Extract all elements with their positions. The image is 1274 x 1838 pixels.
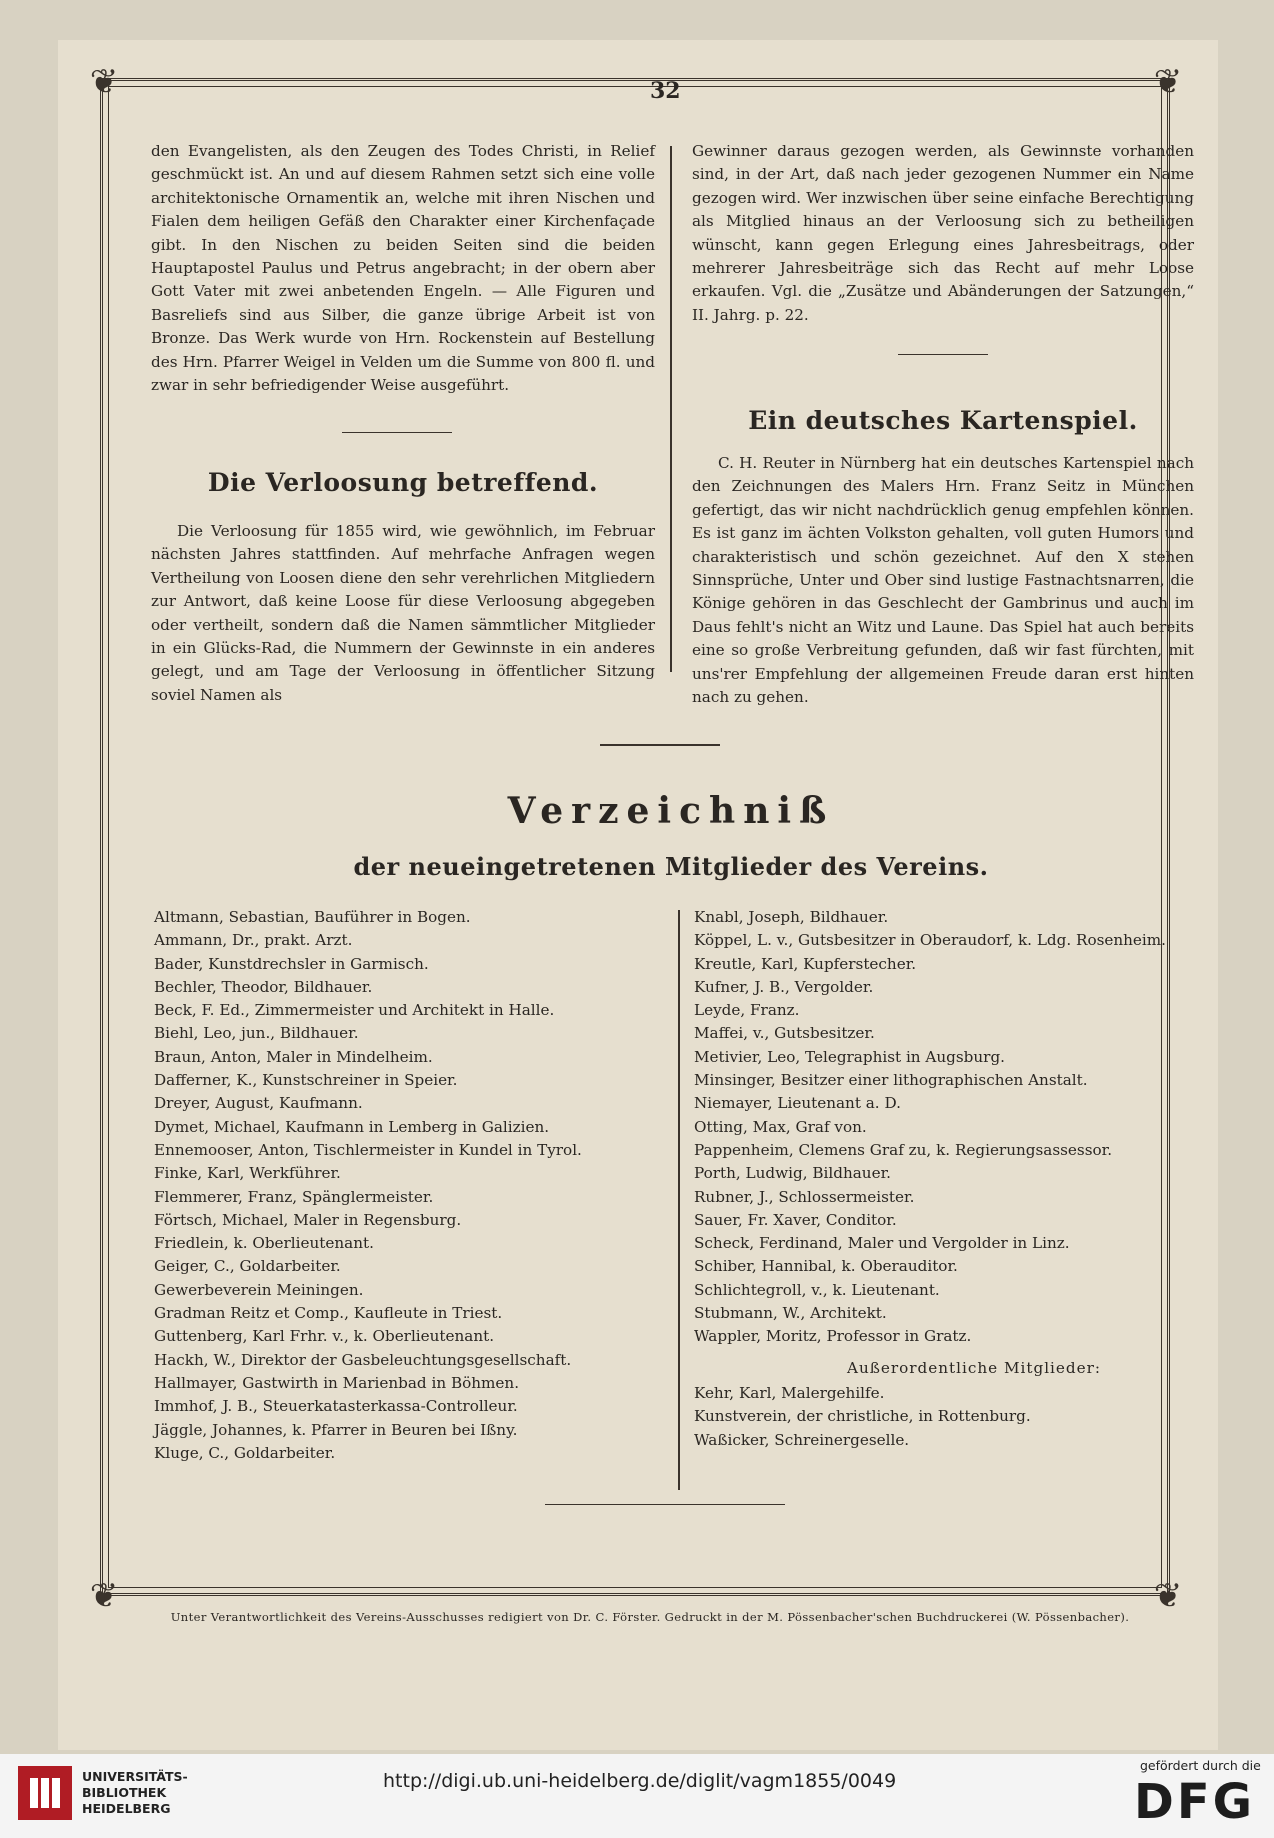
library-name: UNIVERSITÄTS- BIBLIOTHEK HEIDELBERG — [82, 1769, 188, 1816]
left-column — [151, 140, 655, 397]
section-heading-verloosung: Die Verloosung betreffend. — [207, 468, 599, 497]
list-item: Guttenberg, Karl Frhr. v., k. Oberlieutenant. — [154, 1327, 495, 1346]
list-item: Kufner, J. B., Vergolder. — [694, 977, 874, 996]
list-item: Jäggle, Johannes, k. Pfarrer in Beuren bei Ißny. — [154, 1420, 518, 1439]
list-item: Pappenheim, Clemens Graf zu, k. Regierungsassessor. — [694, 1140, 1113, 1159]
digitization-bar — [0, 1754, 1274, 1838]
library-seal-icon — [18, 1766, 72, 1820]
imprint-footer: Unter Verantwortlichkeit des Vereins-Ausschusses redigiert von Dr. C. Förster. Gedruckt in der M. Pössenbacher'schen Buchdruckerei (W. Pössenbacher). — [170, 1610, 1130, 1624]
funding-label: gefördert durch die — [1140, 1758, 1261, 1773]
register-title: Verzeichniß — [507, 790, 835, 832]
list-item: Niemayer, Lieutenant a. D. — [694, 1094, 901, 1113]
list-item: Kunstverein, der christliche, in Rottenburg. — [694, 1407, 1031, 1426]
section-rule — [898, 354, 988, 355]
list-item: Dreyer, August, Kaufmann. — [154, 1094, 363, 1113]
column-divider — [670, 146, 672, 672]
list-item: Dymet, Michael, Kaufmann in Lemberg in Galizien. — [154, 1117, 550, 1136]
corner-ornament-icon: ❦ — [89, 1576, 119, 1616]
list-item: Gradman Reitz et Comp., Kaufleute in Triest. — [154, 1304, 503, 1323]
kartenspiel-paragraph: C. H. Reuter in Nürnberg hat ein deutsches Kartenspiel nach den Zeichnungen des Malers Hrn. Franz Seitz in München gefertigt, das wir nicht nachdrücklich genug empfehlen können. Es ist ganz im ächten Volkston gehalten, voll guten Humors und charakteristisch und schön gezeichnet. Auf den X stehen Sinnsprüche, Unter und Ober sind lustige Fastnachtsnarren, die Könige gehören in das Geschlecht der Gambrinus und auch im Daus fehlt's nicht an Witz und Laune. Das Spiel hat auch bereits eine so große Verbreitung gefunden, daß wir fast fürchten, mit uns'rer Empfehlung der allgemeinen Freude daran erst hinten nach zu gehen. — [692, 454, 1194, 707]
list-item: Braun, Anton, Maler in Mindelheim. — [154, 1047, 433, 1066]
list-item: Kreutle, Karl, Kupferstecher. — [694, 954, 917, 973]
list-item: Förtsch, Michael, Maler in Regensburg. — [154, 1210, 462, 1229]
continuation-paragraph: den Evangelisten, als den Zeugen des Todes Christi, in Relief geschmückt ist. An und auf diesem Rahmen setzt sich eine volle architektonische Ornamentik an, welche mit ihren Nischen und Fialen dem heiligen Gefäß den Charakter einer Kirchenfaçade gibt. In den Nischen zu beiden Seiten sind die beiden Hauptapostel Paulus und Petrus angebracht; in der obern aber Gott Vater mit zwei anbetenden Engeln. — Alle Figuren und Basreliefs sind aus Silber, die ganze übrige Arbeit ist von Bronze. Das Werk wurde von Hrn. Rockenstein auf Bestellung des Hrn. Pfarrer Weigel in Velden um die Summe von 800 fl. und zwar in sehr befriedigender Weise ausgeführt. — [151, 142, 655, 395]
list-item: Ennemooser, Anton, Tischlermeister in Kundel in Tyrol. — [154, 1140, 582, 1159]
list-item: Bader, Kunstdrechsler in Garmisch. — [154, 954, 429, 973]
continuation-paragraph: Gewinner daraus gezogen werden, als Gewinnste vorhanden sind, in der Art, daß nach jeder gezogenen Nummer ein Name gezogen wird. Wer inzwischen über seine einfache Berechtigung als Mitglied hinaus an der Verloosung sich zu betheiligen wünscht, kann gegen Erlegung eines Jahresbeitrags, oder mehrerer Jahresbeiträge sich das Recht auf mehr Loose erkaufen. Vgl. die „Zusätze und Abänderungen der Satzungen,“ II. Jahrg. p. 22. — [692, 142, 1194, 324]
list-item: Kehr, Karl, Malergehilfe. — [694, 1383, 885, 1402]
list-item: Scheck, Ferdinand, Maler und Vergolder in Linz. — [694, 1234, 1070, 1253]
list-item: Dafferner, K., Kunstschreiner in Speier. — [154, 1071, 458, 1090]
verloosung-paragraph: Die Verloosung für 1855 wird, wie gewöhnlich, im Februar nächsten Jahres stattfinden. Auf mehrfache Anfragen wegen Vertheilung von Loosen diene den sehr verehrlichen Mitgliedern zur Antwort, daß keine Loose für diese Verloosung abgegeben oder vertheilt, sondern daß die Namen sämmtlicher Mitglieder in ein Glücks-Rad, die Nummern der Gewinnste in ein anderes gelegt, und am Tage der Verloosung in öffentlicher Sitzung soviel Namen als — [151, 522, 655, 704]
list-item: Flemmerer, Franz, Spänglermeister. — [154, 1187, 434, 1206]
list-item: Kluge, C., Goldarbeiter. — [154, 1443, 336, 1462]
list-item: Knabl, Joseph, Bildhauer. — [694, 908, 889, 926]
list-item: Porth, Ludwig, Bildhauer. — [694, 1164, 891, 1183]
column-divider — [678, 910, 680, 1490]
list-item: Stubmann, W., Architekt. — [694, 1304, 887, 1323]
list-item: Gewerbeverein Meiningen. — [154, 1280, 364, 1299]
extraordinary-heading: Außerordentliche Mitglieder: — [847, 1358, 1101, 1377]
register-subtitle: der neueingetretenen Mitglieder des Vereins. — [353, 852, 989, 881]
list-item: Hackh, W., Direktor der Gasbeleuchtungsgesellschaft. — [154, 1350, 572, 1369]
permalink-url[interactable]: http://digi.ub.uni-heidelberg.de/diglit/vagm1855/0049 — [383, 1770, 897, 1792]
library-logo[interactable] — [18, 1766, 188, 1820]
list-item: Minsinger, Besitzer einer lithographischen Anstalt. — [694, 1071, 1088, 1090]
list-item: Rubner, J., Schlossermeister. — [694, 1187, 915, 1206]
list-item: Otting, Max, Graf von. — [694, 1117, 867, 1136]
list-item: Bechler, Theodor, Bildhauer. — [154, 977, 373, 996]
list-item: Immhof, J. B., Steuerkatasterkassa-Controlleur. — [154, 1397, 518, 1416]
list-item: Geiger, C., Goldarbeiter. — [154, 1257, 341, 1276]
corner-ornament-icon: ❦ — [1153, 1576, 1183, 1616]
section-rule — [342, 432, 452, 433]
list-item: Köppel, L. v., Gutsbesitzer in Oberaudorf, k. Ldg. Rosenheim. — [694, 931, 1167, 950]
corner-ornament-icon: ❦ — [1153, 62, 1183, 102]
members-list-right — [694, 906, 1194, 1452]
dfg-logo[interactable]: DFG — [1134, 1774, 1256, 1830]
list-item: Schiber, Hannibal, k. Oberauditor. — [694, 1257, 958, 1276]
section-rule — [600, 744, 720, 746]
list-item: Maffei, v., Gutsbesitzer. — [694, 1024, 875, 1043]
section-rule — [545, 1504, 785, 1505]
right-column — [692, 140, 1194, 327]
list-item: Hallmayer, Gastwirth in Marienbad in Böhmen. — [154, 1373, 520, 1392]
list-item: Leyde, Franz. — [694, 1001, 800, 1020]
list-item: Finke, Karl, Werkführer. — [154, 1164, 341, 1183]
section-heading-kartenspiel: Ein deutsches Kartenspiel. — [748, 406, 1138, 435]
list-item: Friedlein, k. Oberlieutenant. — [154, 1234, 374, 1253]
list-item: Wappler, Moritz, Professor in Gratz. — [694, 1327, 972, 1346]
list-item: Waßicker, Schreinergeselle. — [694, 1430, 910, 1449]
list-item: Altmann, Sebastian, Bauführer in Bogen. — [154, 908, 471, 926]
members-list-left — [154, 906, 664, 1465]
page-number: 32 — [650, 78, 681, 104]
list-item: Beck, F. Ed., Zimmermeister und Architekt in Halle. — [154, 1001, 555, 1020]
list-item: Biehl, Leo, jun., Bildhauer. — [154, 1024, 359, 1043]
corner-ornament-icon: ❦ — [89, 62, 119, 102]
list-item: Schlichtegroll, v., k. Lieutenant. — [694, 1280, 940, 1299]
list-item: Metivier, Leo, Telegraphist in Augsburg. — [694, 1047, 1005, 1066]
list-item: Sauer, Fr. Xaver, Conditor. — [694, 1210, 897, 1229]
list-item: Ammann, Dr., prakt. Arzt. — [154, 931, 353, 950]
